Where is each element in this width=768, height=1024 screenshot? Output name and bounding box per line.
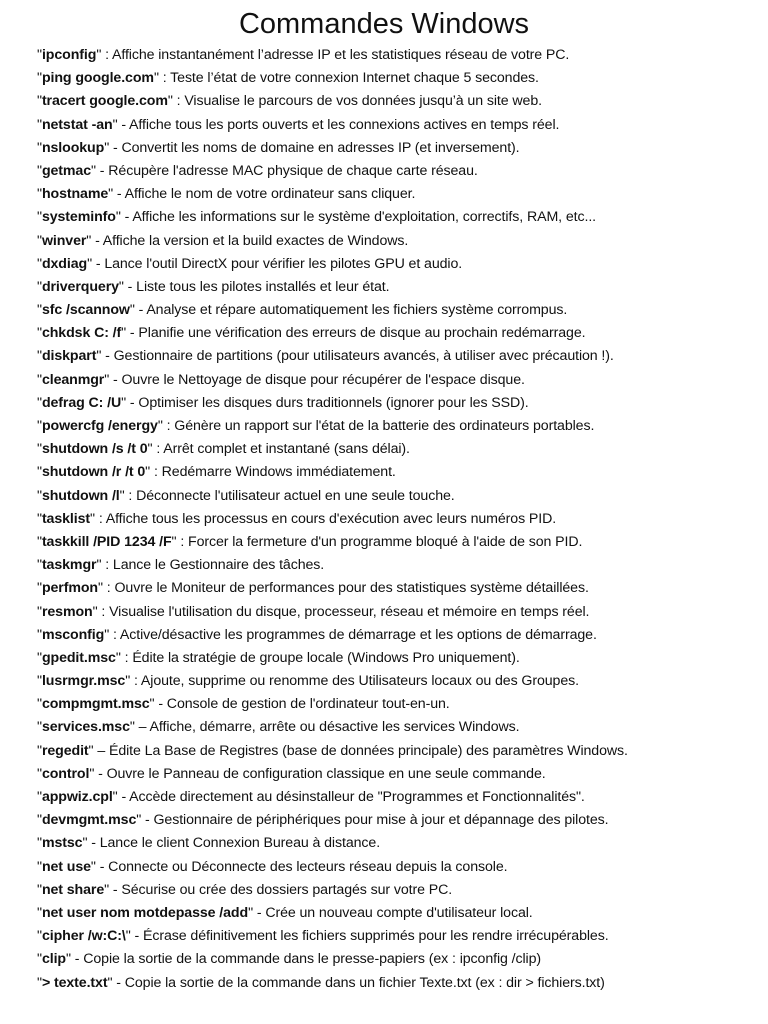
quote-open: " (37, 904, 42, 921)
quote-close: " (90, 510, 95, 527)
command-name: devmgmt.msc (41, 812, 137, 829)
command-separator: - (109, 139, 122, 156)
command-row (37, 415, 768, 438)
command-separator: : (124, 487, 137, 504)
command-separator: - (101, 348, 114, 365)
command-description: Redémarre Windows immédiatement. (161, 464, 396, 481)
quote-close: " (82, 835, 88, 852)
quote-close: " (171, 533, 177, 550)
command-name: cipher /w:C:\ (41, 928, 126, 945)
command-description: Convertit les noms de domaine en adresses IP (et inversement). (121, 139, 520, 156)
quote-open: " (37, 278, 42, 295)
command-name: net share (41, 881, 105, 898)
command-row (37, 114, 768, 137)
command-description: Ouvre le Panneau de configuration classique en une seule commande. (106, 765, 546, 782)
command-name: clip (41, 951, 66, 968)
quote-close: " (121, 394, 127, 411)
command-name: netstat -an (41, 116, 113, 133)
quote-close: " (96, 348, 102, 365)
quote-close: " (147, 441, 153, 458)
command-description: Lance le Gestionnaire des tâches. (112, 557, 325, 574)
command-row (37, 230, 768, 253)
quote-open: " (37, 255, 42, 272)
command-description: Liste tous les pilotes installés et leur état. (136, 278, 390, 295)
quote-open: " (37, 696, 42, 713)
command-row (37, 832, 768, 855)
command-description: Ouvre le Moniteur de performances pour des statistiques système détaillées. (114, 580, 589, 597)
command-separator: - (117, 116, 130, 133)
command-description: Connecte ou Déconnecte des lecteurs réseau depuis la console. (108, 858, 508, 875)
command-row (37, 438, 768, 461)
command-name: net use (41, 858, 91, 875)
quote-close: " (112, 789, 118, 805)
command-description: Planifie une vérification des erreurs de disque au prochain redémarrage. (138, 325, 586, 342)
command-description: Affiche le nom de votre ordinateur sans cliquer. (124, 186, 416, 203)
command-name: net user nom motdepasse /add (41, 904, 249, 921)
command-description: Forcer la fermeture d'un programme bloqué à l'aide de son PID. (188, 533, 583, 550)
quote-open: " (37, 464, 42, 481)
command-name: > texte.txt (41, 974, 108, 991)
command-description: Affiche tous les ports ouverts et les connexions actives en temps réel. (129, 116, 560, 133)
quote-close: " (145, 464, 151, 481)
command-separator: - (123, 278, 137, 295)
command-name: tasklist (41, 510, 91, 527)
command-separator: - (109, 371, 122, 388)
command-name: driverquery (41, 278, 119, 295)
command-row (37, 972, 768, 995)
quote-open: " (37, 441, 42, 458)
quote-close: " (115, 649, 121, 666)
command-separator: : (109, 626, 120, 643)
command-name: winver (41, 232, 87, 249)
command-name: hostname (41, 186, 109, 203)
command-separator: : (101, 557, 113, 574)
quote-open: " (37, 719, 42, 736)
quote-close: " (92, 603, 98, 620)
command-description: Active/désactive les programmes de démarrage et les options de démarrage. (119, 626, 597, 643)
quote-close: " (115, 209, 121, 226)
command-separator: - (113, 186, 125, 203)
command-row (37, 647, 768, 670)
quote-open: " (37, 70, 42, 87)
command-row (37, 740, 768, 763)
quote-close: " (121, 325, 127, 342)
quote-open: " (37, 557, 42, 574)
command-name: perfmon (41, 580, 98, 597)
command-row (37, 624, 768, 647)
command-name: cleanmgr (41, 371, 105, 388)
command-row (37, 601, 768, 624)
quote-open: " (37, 510, 42, 527)
command-separator: – (93, 742, 109, 759)
command-row (37, 809, 768, 832)
command-row (37, 879, 768, 902)
command-description: Ouvre le Nettoyage de disque pour récupérer de l'espace disque. (121, 371, 525, 388)
quote-open: " (37, 626, 42, 643)
command-separator: - (154, 696, 167, 713)
command-name: nslookup (41, 139, 105, 156)
quote-close: " (65, 951, 71, 968)
quote-close: " (96, 557, 102, 574)
command-list (37, 44, 768, 995)
command-description: Affiche la version et la build exactes de Windows. (102, 232, 409, 249)
quote-close: " (153, 70, 159, 87)
quote-open: " (37, 93, 42, 110)
command-row (37, 160, 768, 183)
quote-close: " (119, 487, 125, 504)
command-name: resmon (41, 603, 93, 620)
command-name: powercfg /energy (41, 418, 158, 434)
quote-close: " (136, 812, 142, 829)
command-name: taskkill /PID 1234 /F (41, 533, 172, 550)
quote-open: " (37, 116, 42, 133)
command-name: chkdsk C: /f (41, 325, 122, 342)
quote-open: " (37, 325, 42, 342)
quote-open: " (37, 232, 42, 249)
quote-open: " (37, 580, 42, 597)
command-row (37, 137, 768, 160)
command-separator: – (134, 719, 150, 736)
command-separator: : (158, 70, 171, 87)
command-row (37, 44, 768, 67)
command-separator: - (112, 974, 125, 991)
command-name: ipconfig (41, 47, 97, 63)
command-separator: - (95, 858, 109, 875)
command-row (37, 531, 768, 554)
command-description: Visualise le parcours de vos données jusqu’à un site web. (184, 93, 542, 110)
command-description: Lance le client Connexion Bureau à distance. (99, 835, 381, 852)
command-row (37, 299, 768, 322)
command-row (37, 948, 768, 971)
command-row (37, 670, 768, 693)
command-row (37, 276, 768, 299)
command-description: Affiche les informations sur le système d'exploitation, correctifs, RAM, etc... (132, 209, 597, 226)
command-separator: : (162, 418, 175, 434)
quote-close: " (90, 858, 96, 875)
command-row (37, 461, 768, 484)
command-description: Crée un nouveau compte d'utilisateur local. (265, 904, 533, 921)
quote-close: " (88, 742, 94, 759)
quote-close: " (157, 418, 163, 434)
command-separator: : (152, 441, 164, 458)
quote-open: " (37, 394, 42, 411)
command-name: shutdown /l (41, 487, 120, 504)
command-separator: : (101, 47, 112, 63)
command-description: Console de gestion de l'ordinateur tout-en-un. (166, 696, 450, 713)
quote-close: " (129, 302, 135, 319)
quote-open: " (37, 881, 42, 898)
command-description: Génère un rapport sur l'état de la batterie des ordinateurs portables. (174, 418, 595, 434)
quote-close: " (87, 255, 92, 272)
command-name: lusrmgr.msc (41, 673, 126, 690)
command-separator: - (141, 812, 154, 829)
quote-close: " (104, 881, 110, 898)
command-description: Affiche, démarre, arrête ou désactive les services Windows. (149, 719, 520, 736)
command-description: Copie la sortie de la commande dans un fichier Texte.txt (ex : dir > fichiers.txt) (124, 974, 605, 991)
command-name: msconfig (41, 626, 105, 643)
command-row (37, 508, 768, 531)
quote-close: " (118, 278, 124, 295)
command-description: Accède directement au désinstalleur de "Programmes et Fonctionnalités". (129, 789, 585, 805)
quote-open: " (37, 348, 42, 365)
command-row (37, 485, 768, 508)
command-separator: : (150, 464, 162, 481)
quote-open: " (37, 162, 42, 179)
command-description: Sécurise ou crée des dossiers partagés sur votre PC. (121, 881, 453, 898)
quote-close: " (167, 93, 173, 110)
command-name: compmgmt.msc (41, 696, 150, 713)
command-description: Ajoute, supprime ou renomme des Utilisateurs locaux ou des Groupes. (140, 673, 579, 690)
command-name: appwiz.cpl (41, 789, 113, 805)
command-row (37, 253, 768, 276)
quote-close: " (89, 765, 95, 782)
command-separator: : (102, 580, 115, 597)
command-row (37, 925, 768, 948)
command-separator: - (95, 162, 109, 179)
quote-open: " (37, 603, 42, 620)
command-separator: - (91, 232, 103, 249)
command-separator: - (87, 835, 100, 852)
command-row (37, 902, 768, 925)
command-separator: - (253, 904, 266, 921)
quote-open: " (37, 418, 42, 434)
command-row (37, 763, 768, 786)
command-name: regedit (41, 742, 89, 759)
quote-close: " (129, 719, 135, 736)
command-row (37, 369, 768, 392)
command-separator: - (92, 255, 105, 272)
quote-close: " (108, 186, 114, 203)
command-name: sfc /scannow (41, 302, 130, 319)
quote-open: " (37, 649, 42, 666)
command-row (37, 786, 768, 809)
command-description: Écrase définitivement les fichiers supprimés pour les rendre irrécupérables. (143, 928, 609, 945)
quote-close: " (149, 696, 155, 713)
command-row (37, 856, 768, 879)
command-name: taskmgr (41, 557, 97, 574)
command-description: Édite la stratégie de groupe locale (Windows Pro uniquement). (132, 649, 520, 666)
command-name: getmac (41, 162, 92, 179)
quote-close: " (98, 580, 103, 597)
quote-open: " (37, 812, 42, 829)
quote-open: " (37, 47, 42, 63)
command-separator: - (126, 325, 139, 342)
command-row (37, 716, 768, 739)
quote-close: " (112, 116, 118, 133)
command-separator: - (109, 881, 122, 898)
command-separator: - (130, 928, 144, 945)
command-row (37, 183, 768, 206)
command-description: Analyse et répare automatiquement les fichiers système corrompus. (146, 302, 568, 319)
command-description: Affiche tous les processus en cours d'exécution avec leurs numéros PID. (105, 510, 557, 527)
quote-open: " (37, 835, 42, 852)
command-row (37, 345, 768, 368)
quote-open: " (37, 371, 42, 388)
command-name: shutdown /r /t 0 (41, 464, 146, 481)
command-separator: : (130, 673, 141, 690)
quote-open: " (37, 673, 42, 690)
command-name: diskpart (41, 348, 97, 365)
command-name: defrag C: /U (41, 394, 122, 411)
command-separator: - (117, 789, 130, 805)
command-row (37, 693, 768, 716)
command-name: systeminfo (41, 209, 116, 226)
quote-open: " (37, 209, 42, 226)
command-separator: - (70, 951, 84, 968)
page-title: Commandes Windows (238, 8, 530, 40)
command-description: Lance l'outil DirectX pour vérifier les pilotes GPU et audio. (104, 255, 463, 272)
command-separator: - (134, 302, 147, 319)
command-name: dxdiag (41, 255, 88, 272)
quote-open: " (37, 951, 42, 968)
quote-close: " (125, 928, 131, 945)
quote-open: " (37, 302, 42, 319)
command-description: Déconnecte l'utilisateur actuel en une seule touche. (136, 487, 455, 504)
command-separator: : (94, 510, 106, 527)
quote-close: " (248, 904, 253, 921)
command-separator: : (172, 93, 185, 110)
quote-open: " (37, 186, 42, 203)
command-separator: - (94, 765, 107, 782)
quote-close: " (104, 371, 110, 388)
quote-open: " (37, 139, 42, 156)
command-separator: : (176, 533, 189, 550)
command-name: shutdown /s /t 0 (41, 441, 148, 458)
command-description: Gestionnaire de partitions (pour utilisateurs avancés, à utiliser avec précaution !). (113, 348, 614, 365)
command-name: gpedit.msc (41, 649, 116, 666)
command-description: Visualise l'utilisation du disque, processeur, réseau et mémoire en temps réel. (109, 603, 590, 620)
command-description: Optimiser les disques durs traditionnels (ignorer pour les SSD). (138, 394, 529, 411)
quote-open: " (37, 742, 42, 759)
command-description: Copie la sortie de la commande dans le presse-papiers (ex : ipconfig /clip) (83, 951, 541, 968)
command-row (37, 67, 768, 90)
command-name: mstsc (41, 835, 83, 852)
command-separator: : (120, 649, 133, 666)
command-row (37, 206, 768, 229)
command-row (37, 90, 768, 113)
command-row (37, 392, 768, 415)
command-description: Édite La Base de Registres (base de données principale) des paramètres Windows. (108, 742, 628, 759)
command-description: Gestionnaire de périphériques pour mise à jour et dépannage des pilotes. (153, 812, 609, 829)
command-description: Affiche instantanément l’adresse IP et les statistiques réseau de votre PC. (112, 47, 570, 63)
command-name: services.msc (41, 719, 130, 736)
quote-open: " (37, 533, 42, 550)
quote-open: " (37, 487, 42, 504)
quote-close: " (91, 162, 96, 179)
quote-close: " (125, 673, 131, 690)
command-separator: - (126, 394, 139, 411)
quote-open: " (37, 858, 42, 875)
command-description: Arrêt complet et instantané (sans délai). (163, 441, 410, 458)
command-name: control (41, 765, 90, 782)
quote-open: " (37, 974, 42, 991)
quote-open: " (37, 789, 42, 805)
command-description: Récupère l'adresse MAC physique de chaque carte réseau. (108, 162, 478, 179)
command-row (37, 554, 768, 577)
quote-close: " (86, 232, 92, 249)
quote-open: " (37, 765, 42, 782)
command-name: tracert google.com (41, 93, 168, 110)
quote-close: " (104, 626, 110, 643)
command-separator: : (97, 603, 110, 620)
command-row (37, 322, 768, 345)
command-name: ping google.com (41, 70, 154, 87)
command-description: Teste l’état de votre connexion Internet chaque 5 secondes. (170, 70, 539, 87)
quote-close: " (107, 974, 113, 991)
command-row (37, 577, 768, 600)
quote-close: " (104, 139, 110, 156)
command-separator: - (120, 209, 133, 226)
quote-open: " (37, 928, 42, 945)
quote-close: " (96, 47, 102, 63)
